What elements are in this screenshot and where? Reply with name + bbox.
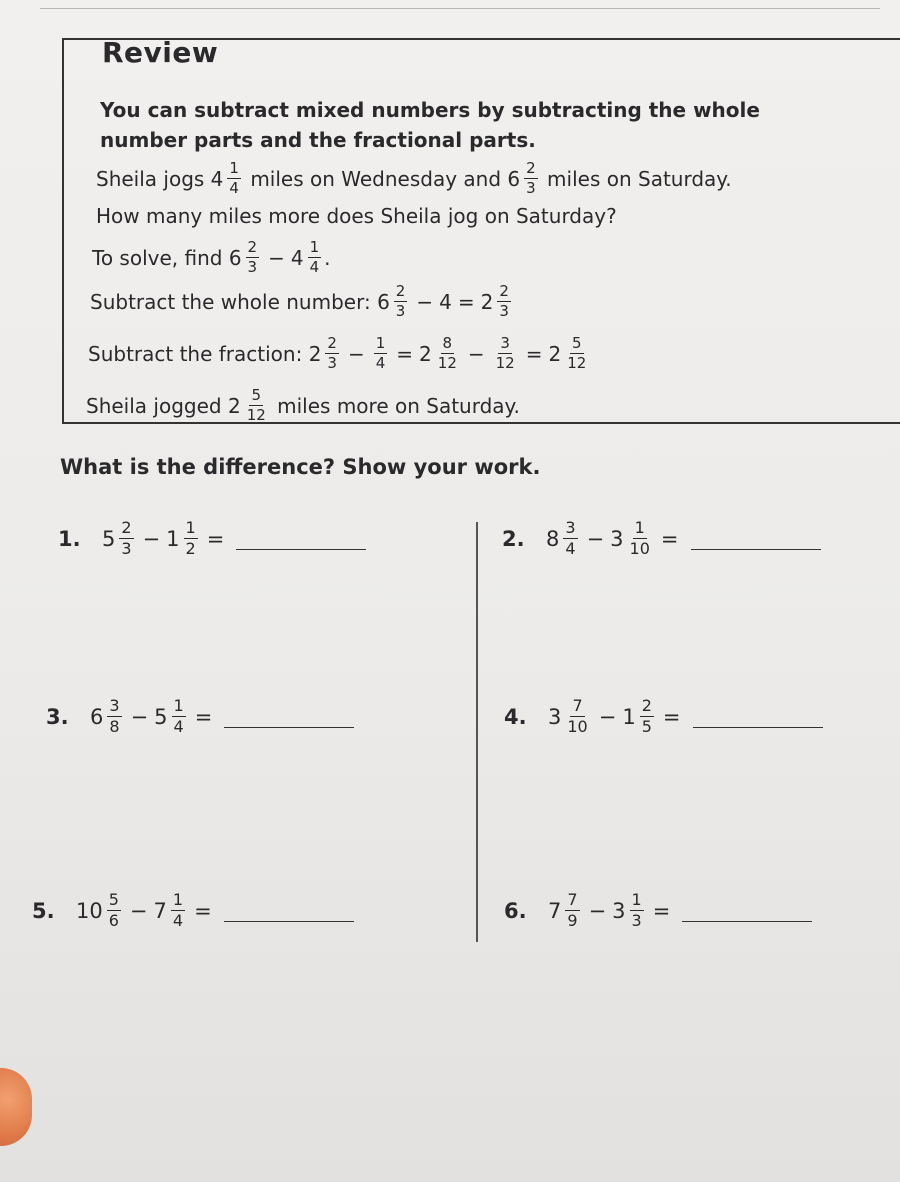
numerator: 1 — [185, 518, 196, 537]
answer-text-1: Sheila jogged — [86, 393, 222, 418]
denominator: 3 — [631, 911, 642, 930]
fraction — [325, 336, 339, 371]
numerator: 1 — [172, 890, 184, 909]
numerator: 3 — [565, 518, 576, 537]
equals-sign: = — [652, 898, 671, 923]
fraction — [524, 161, 538, 196]
equals-sign: = — [662, 704, 681, 729]
minus-sign: − — [467, 341, 485, 366]
fraction — [171, 892, 185, 929]
fraction — [394, 284, 408, 319]
denominator: 4 — [565, 539, 576, 558]
answer-blank[interactable] — [236, 527, 366, 550]
answer-blank[interactable] — [682, 899, 812, 922]
problem-5 — [32, 892, 354, 929]
problem-number: 3. — [46, 704, 69, 729]
minus-sign: − — [347, 341, 365, 366]
fraction — [497, 284, 511, 319]
denominator: 4 — [229, 179, 239, 197]
mixed-whole: 4 — [290, 245, 304, 270]
denominator: 3 — [499, 302, 509, 320]
mixed-whole: 2 — [308, 341, 322, 366]
fraction — [184, 520, 198, 557]
numerator: 1 — [631, 890, 642, 909]
period: . — [324, 245, 331, 270]
numerator: 1 — [309, 238, 320, 256]
step1-line — [90, 284, 514, 319]
mixed-whole: 3 — [610, 526, 624, 551]
numerator: 2 — [395, 282, 406, 300]
problem-number: 4. — [504, 704, 527, 729]
mixed-whole: 2 — [548, 341, 562, 366]
equals-sign: = — [206, 526, 225, 551]
solve-line — [92, 240, 331, 275]
equals-sign: = — [396, 341, 414, 366]
mixed-whole: 3 — [548, 704, 562, 729]
fraction — [630, 892, 644, 929]
mixed-whole: 2 — [480, 289, 494, 314]
numerator: 3 — [109, 696, 120, 715]
equals-sign: = — [660, 526, 679, 551]
mixed-whole: 3 — [612, 898, 626, 923]
fraction — [245, 388, 268, 423]
story-text-1: Sheila jogs — [96, 166, 205, 191]
minus-sign: − — [588, 898, 607, 923]
numerator: 8 — [442, 334, 453, 352]
denominator: 3 — [526, 179, 536, 197]
minus-sign: − — [586, 526, 605, 551]
denominator: 12 — [567, 354, 587, 372]
equals-sign: = — [194, 704, 213, 729]
problem-1 — [58, 520, 366, 557]
minus-sign: − — [129, 898, 148, 923]
minus-sign: − — [268, 245, 285, 270]
denominator: 2 — [185, 539, 196, 558]
mixed-whole: 8 — [546, 526, 560, 551]
mixed-whole: 1 — [166, 526, 180, 551]
whole-number: 4 — [439, 289, 452, 314]
problem-3 — [46, 698, 354, 735]
mixed-whole: 6 — [228, 245, 242, 270]
numerator: 1 — [229, 159, 239, 177]
numerator: 5 — [572, 334, 582, 352]
fraction — [640, 698, 654, 735]
denominator: 4 — [173, 717, 184, 736]
mixed-whole: 6 — [377, 289, 390, 314]
mixed-whole: 2 — [227, 393, 241, 418]
story-line — [96, 161, 732, 196]
step1-label: Subtract the whole number: — [90, 289, 371, 314]
story-text-3: miles on Saturday. — [547, 166, 732, 191]
fraction — [628, 520, 652, 557]
denominator: 6 — [108, 911, 119, 930]
mixed-whole: 5 — [154, 704, 168, 729]
numerator: 2 — [327, 334, 337, 352]
denominator: 3 — [121, 539, 132, 558]
denominator: 3 — [247, 258, 258, 276]
fraction — [436, 336, 459, 371]
problem-6 — [504, 892, 812, 929]
finger-thumb — [0, 1068, 32, 1146]
fraction — [565, 336, 588, 371]
problem-2 — [502, 520, 821, 557]
minus-sign: − — [598, 704, 617, 729]
mixed-whole: 5 — [102, 526, 116, 551]
mixed-whole: 7 — [153, 898, 167, 923]
fraction — [119, 520, 133, 557]
solve-label: To solve, find — [92, 245, 223, 270]
fraction — [246, 240, 260, 275]
numerator: 2 — [526, 159, 536, 177]
numerator: 1 — [375, 334, 386, 352]
answer-blank[interactable] — [224, 899, 354, 922]
mixed-whole: 7 — [548, 898, 562, 923]
numerator: 2 — [499, 282, 509, 300]
mixed-whole: 2 — [419, 341, 432, 366]
numerator: 2 — [641, 696, 652, 715]
column-divider — [476, 522, 478, 942]
fraction — [107, 698, 121, 735]
numerator: 2 — [247, 238, 258, 256]
denominator: 8 — [109, 717, 120, 736]
numerator: 2 — [121, 518, 132, 537]
numerator: 1 — [634, 518, 645, 537]
mixed-whole: 4 — [210, 166, 224, 191]
fraction — [563, 520, 577, 557]
answer-line — [86, 388, 520, 423]
mixed-whole: 6 — [90, 704, 104, 729]
minus-sign: − — [416, 289, 434, 314]
denominator: 4 — [172, 911, 184, 930]
numerator: 7 — [572, 696, 583, 715]
page-top-rule — [40, 8, 880, 9]
mixed-whole: 6 — [507, 166, 521, 191]
equals-sign: = — [457, 289, 475, 314]
denominator: 9 — [567, 911, 578, 930]
fraction — [494, 336, 517, 371]
fraction — [565, 892, 579, 929]
numerator: 3 — [500, 334, 510, 352]
review-title: Review — [102, 36, 219, 69]
minus-sign: − — [130, 704, 149, 729]
review-intro: You can subtract mixed numbers by subtracting the whole number parts and the fractional parts. — [100, 98, 760, 152]
denominator: 3 — [395, 302, 406, 320]
numerator: 5 — [251, 386, 261, 404]
step2-label: Subtract the fraction: — [88, 341, 303, 366]
denominator: 12 — [437, 354, 457, 372]
problem-number: 2. — [502, 526, 525, 551]
numerator: 5 — [108, 890, 119, 909]
denominator: 4 — [309, 258, 320, 276]
equals-sign: = — [525, 341, 543, 366]
answer-blank[interactable] — [693, 705, 823, 728]
equals-sign: = — [194, 898, 212, 923]
fraction — [374, 336, 388, 371]
problem-number: 5. — [32, 898, 55, 923]
answer-text-2: miles more on Saturday. — [277, 393, 520, 418]
denominator: 12 — [495, 354, 515, 372]
denominator: 10 — [629, 539, 650, 558]
denominator: 3 — [327, 354, 337, 372]
fraction — [565, 698, 589, 735]
mixed-whole: 10 — [76, 898, 103, 923]
story-text-2: miles on Wednesday and — [250, 166, 502, 191]
step2-line — [88, 336, 591, 371]
denominator: 12 — [246, 406, 266, 424]
numerator: 7 — [567, 890, 578, 909]
numerator: 1 — [173, 696, 184, 715]
fraction — [227, 161, 241, 196]
problem-number: 1. — [58, 526, 81, 551]
minus-sign: − — [142, 526, 161, 551]
problem-4 — [504, 698, 823, 735]
denominator: 10 — [567, 717, 588, 736]
question-line: How many miles more does Sheila jog on Saturday? — [96, 204, 617, 228]
answer-blank[interactable] — [691, 527, 821, 550]
exercise-heading: What is the difference? Show your work. — [60, 455, 541, 479]
denominator: 5 — [641, 717, 652, 736]
fraction — [172, 698, 186, 735]
denominator: 4 — [375, 354, 386, 372]
fraction — [107, 892, 121, 929]
fraction — [308, 240, 322, 275]
answer-blank[interactable] — [224, 705, 354, 728]
problem-number: 6. — [504, 898, 527, 923]
mixed-whole: 1 — [622, 704, 636, 729]
